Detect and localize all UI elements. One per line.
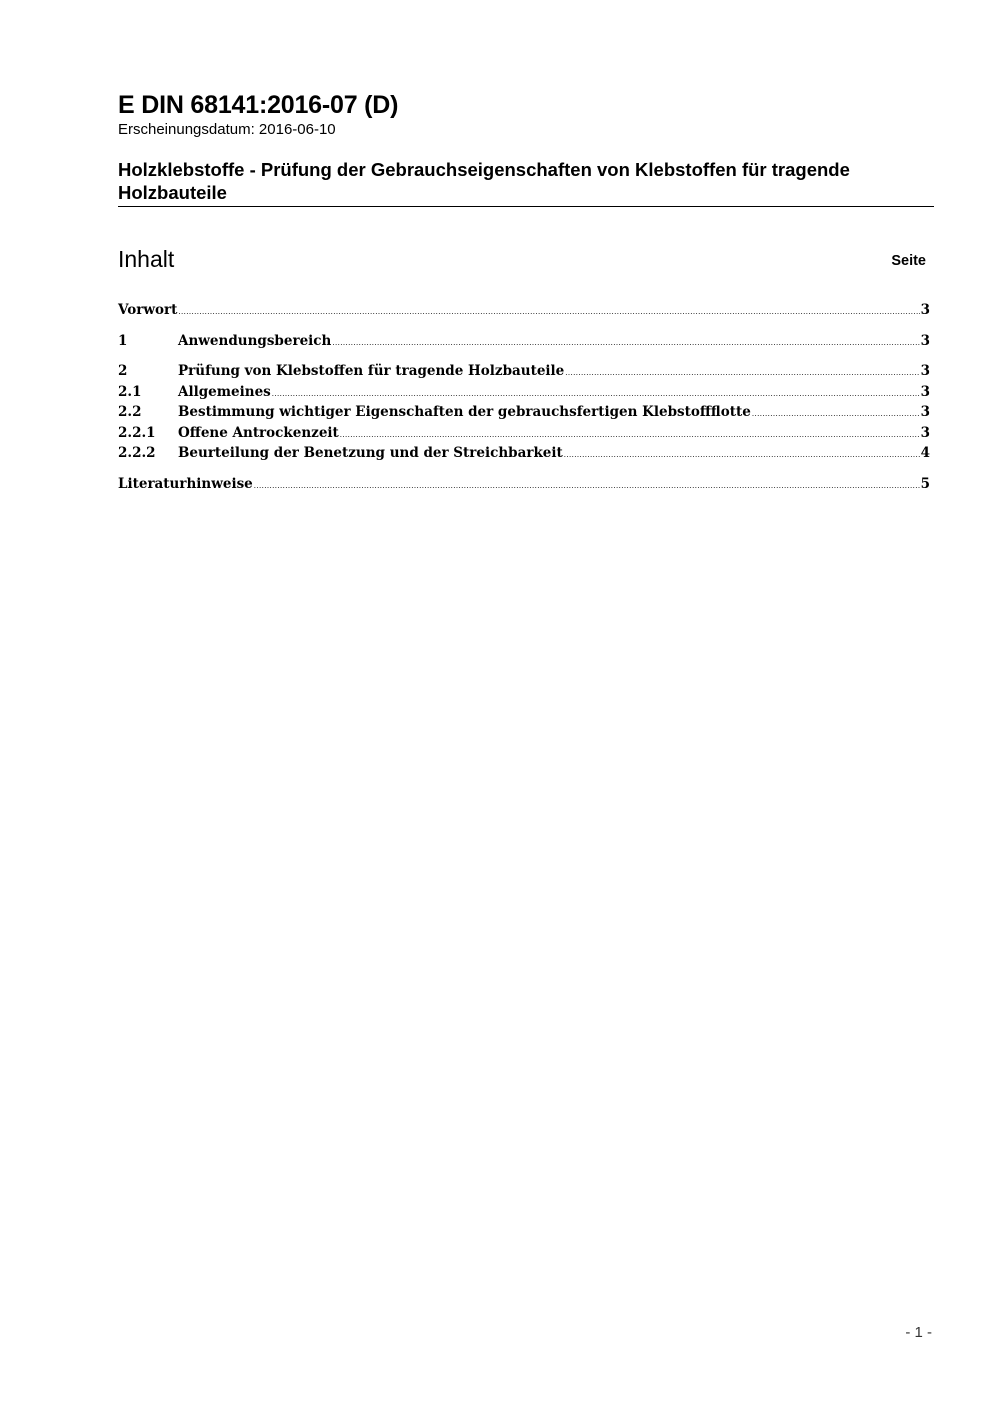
toc-entry-number: 2.1: [118, 383, 142, 400]
toc-entry-label: Beurteilung der Benetzung und der Streichbarkeit: [178, 445, 563, 461]
toc-entry-number: 1: [118, 332, 128, 349]
toc-entry-number: 2: [118, 363, 128, 379]
toc-entry-label: Anwendungsbereich: [178, 332, 332, 349]
toc-entry-2-2[interactable]: [118, 402, 930, 423]
toc-entry-page: 3: [920, 404, 930, 420]
toc-entry-number: 2.2.2: [118, 445, 156, 461]
toc-heading-row: [118, 244, 926, 274]
toc-entry-label: Offene Antrockenzeit: [178, 424, 339, 441]
toc-entry-page: 3: [920, 332, 930, 349]
toc-leader-dots: [565, 361, 919, 384]
toc-entry-label: Literaturhinweise: [118, 475, 253, 492]
toc-entry-number: 2.2.1: [118, 424, 156, 441]
toc-leader-dots: [752, 402, 920, 425]
toc-entry-vorwort[interactable]: [118, 300, 930, 321]
toc-entry-page: 3: [920, 302, 930, 318]
toc-entry-page: 3: [920, 363, 930, 379]
toc-entry-2-1[interactable]: [118, 382, 930, 403]
toc-entry-2-2-1[interactable]: [118, 423, 930, 444]
toc-entry-label: Prüfung von Klebstoffen für tragende Holzbauteile: [178, 363, 565, 379]
page-number: - 1 -: [905, 1324, 932, 1341]
toc-entry-2-2-2[interactable]: [118, 443, 930, 464]
toc-page-column-label: Seite: [891, 253, 926, 269]
toc-entry-label: Bestimmung wichtiger Eigenschaften der gebrauchsfertigen Klebstoffflotte: [178, 404, 751, 420]
table-of-contents: [118, 300, 930, 494]
toc-leader-dots: [564, 443, 920, 466]
document-header: [118, 90, 934, 207]
toc-entry-label: Allgemeines: [178, 383, 271, 400]
toc-entry-1[interactable]: [118, 331, 930, 352]
document-title: Holzklebstoffe - Prüfung der Gebrauchseigenschaften von Klebstoffen für tragende Holzbauteile: [118, 158, 934, 207]
toc-entry-number: 2.2: [118, 404, 142, 420]
toc-leader-dots: [178, 300, 919, 323]
toc-entry-2[interactable]: [118, 361, 930, 382]
toc-entry-page: 3: [920, 383, 930, 400]
toc-leader-dots: [272, 382, 920, 405]
document-number: E DIN 68141:2016-07 (D): [118, 91, 399, 119]
toc-leader-dots: [340, 423, 920, 446]
publication-date: Erscheinungsdatum: 2016-06-10: [118, 121, 336, 138]
toc-entry-literaturhinweise[interactable]: [118, 474, 930, 495]
toc-entry-page: 4: [920, 445, 930, 461]
toc-heading: Inhalt: [118, 246, 175, 272]
toc-entry-label: Vorwort: [118, 302, 178, 318]
toc-leader-dots: [332, 331, 919, 354]
toc-leader-dots: [254, 474, 920, 497]
toc-entry-page: 5: [920, 475, 930, 492]
toc-entry-page: 3: [920, 424, 930, 441]
